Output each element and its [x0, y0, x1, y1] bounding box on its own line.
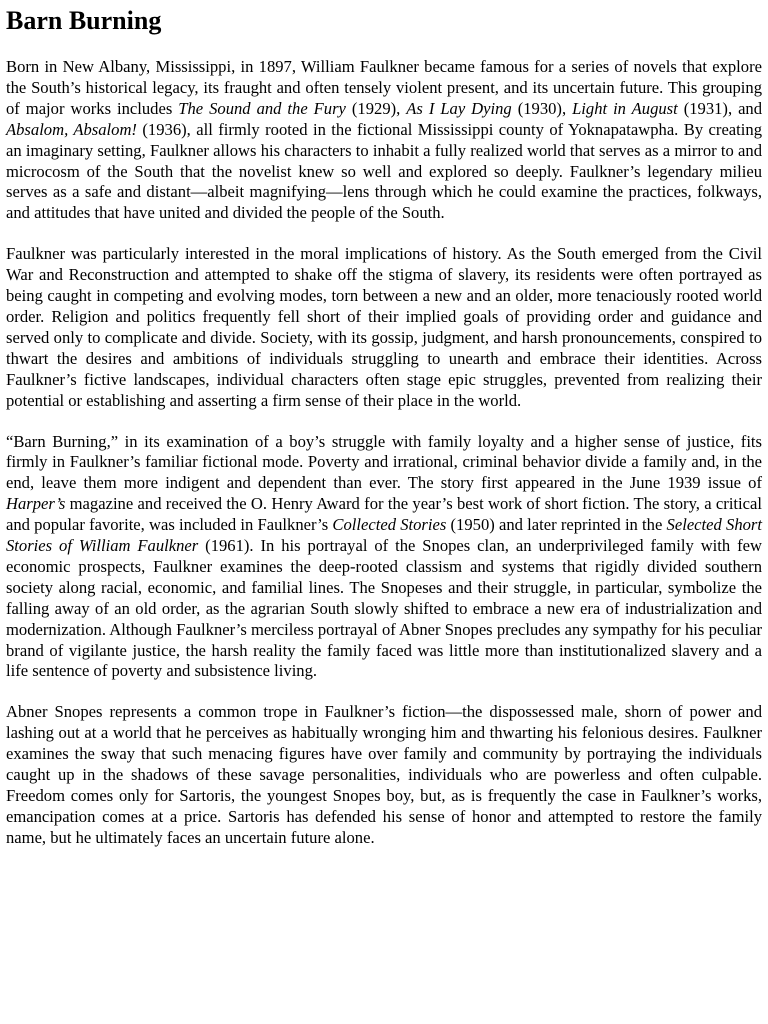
paragraph-text: (1931), and — [677, 98, 763, 118]
paragraph-text: (1950) and later reprinted in the — [446, 515, 667, 535]
italic-title-text: Harper’s — [6, 494, 66, 514]
paragraph — [6, 57, 762, 224]
paragraph-text: magazine and received the O. Henry Award for the year’s best work of short fiction. The story, a critical and popular favorite, was included in Faulkner’s — [6, 494, 762, 535]
paragraph-text: Abner Snopes represents a common trope in Faulkner’s fiction—the dispossessed male, shorn of power and lashing out at a world that he perceives as habitually wronging him and thwarting his felonious desires. Faulkner examines the sway that such menacing figures have over family and community by portraying the individuals caught up in the shadows of these savage personalities, individuals who are powerless and often culpable. Freedom comes only for Sartoris, the youngest Snopes boy, but, as is frequently the case in Faulkner’s works, emancipation comes at a price. Sartoris has defended his sense of honor and attempted to restore the family name, but he ultimately faces an uncertain future alone. — [6, 702, 762, 847]
italic-title-text: As I Lay Dying — [406, 98, 512, 118]
italic-title-text: The Sound and the Fury — [178, 98, 346, 118]
paragraph-text: (1936), all firmly rooted in the fictional Mississippi county of Yoknapatawpha. By creating an imaginary setting, Faulkner allows his characters to inhabit a fully realized world that serves as a mirror to and microcosm of the South that the novelist knew so well and explored so deeply. Faulkner’s legendary milieu serves as a safe and distant—albeit magnifying—lens through which he could examine the practices, folkways, and attitudes that have united and divided the people of the South. — [6, 119, 762, 223]
paragraph-text: (1961). In his portrayal of the Snopes clan, an underprivileged family with few economic prospects, Faulkner examines the deep-rooted classism and systems that rigidly divided southern society along racial, economic, and familial lines. The Snopeses and their struggle, in particular, symbolize the falling away of an old order, as the agrarian South slowly shifted to embrace a new era of industrialization and modernization. Although Faulkner’s merciless portrayal of Abner Snopes precludes any sympathy for his peculiar brand of vigilante justice, the harsh reality the family faced was little more than institutionalized slavery and a life sentence of poverty and subsistence living. — [6, 536, 762, 681]
italic-title-text: Light in August — [572, 98, 678, 118]
page-title: Barn Burning — [6, 6, 162, 35]
paragraph — [6, 432, 762, 683]
paragraph-text: Faulkner was particularly interested in the moral implications of history. As the South emerged from the Civil War and Reconstruction and attempted to shake off the stigma of slavery, its residents were often portrayed as being caught in competing and evolving modes, torn between a new and an older, more tenaciously rooted world order. Religion and politics frequently fell short of their implied goals of providing order and guidance and served only to complicate and divide. Society, with its gossip, judgment, and harsh pronouncements, conspired to thwart the desires and ambitions of individuals struggling to unearth and embrace their identities. Across Faulkner’s fictive landscapes, individual characters often stage epic struggles, prevented from realizing their potential or establishing and asserting a firm sense of their place in the world. — [6, 244, 762, 410]
paragraph-text: Born in New Albany, Mississippi, in 1897, William Faulkner became famous for a series of novels that explore the South’s historical legacy, its fraught and often tensely violent present, and its uncertain future. This grouping of major works includes — [6, 57, 762, 118]
italic-title-text: Selected Short Stories of William Faulkner — [6, 515, 762, 556]
article-body — [6, 57, 762, 849]
paragraph-text: (1929), — [345, 98, 407, 118]
italic-title-text: Absalom, Absalom! — [6, 119, 137, 139]
italic-title-text: Collected Stories — [332, 515, 447, 535]
paragraph — [6, 244, 762, 411]
paragraph — [6, 702, 762, 848]
document-page — [6, 0, 762, 849]
paragraph-text: (1930), — [511, 98, 573, 118]
paragraph-text: “Barn Burning,” in its examination of a boy’s struggle with family loyalty and a higher sense of justice, fits firmly in Faulkner’s familiar fictional mode. Poverty and irrational, criminal behavior divide a family and, in the end, leave them more indigent and dependent than ever. The story first appeared in the June 1939 issue of — [6, 431, 762, 493]
